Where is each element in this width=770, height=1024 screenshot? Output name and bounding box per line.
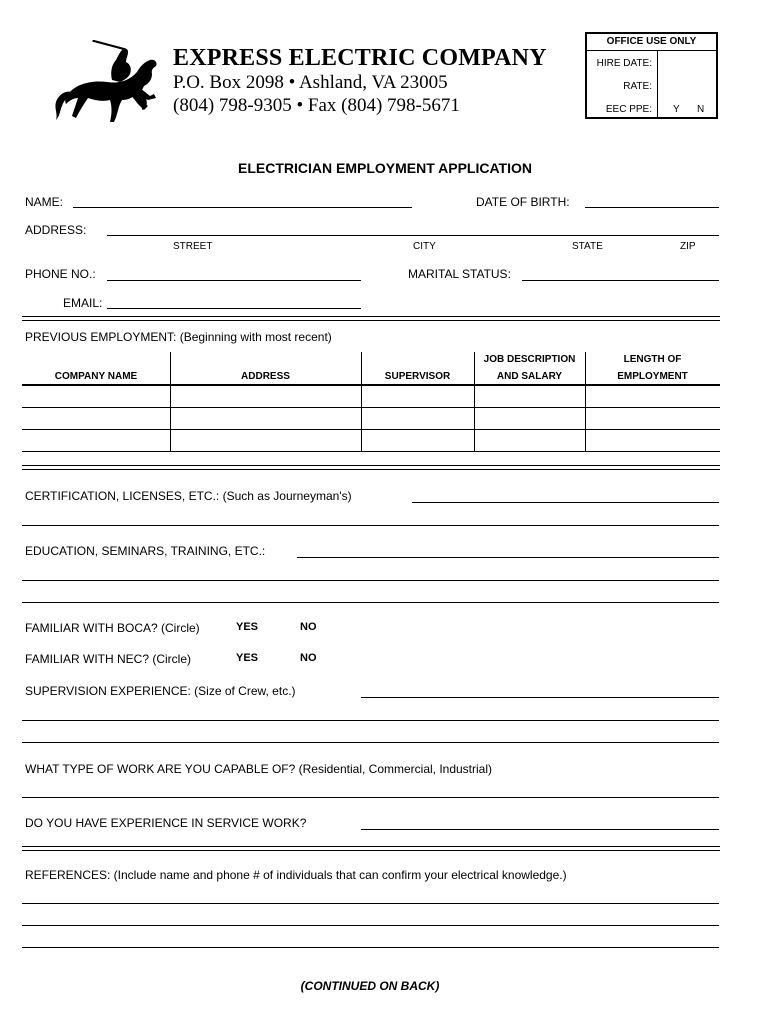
col-divider	[585, 352, 586, 452]
col-address: ADDRESS	[241, 371, 290, 382]
col-divider	[361, 352, 362, 452]
state-sublabel: STATE	[572, 241, 603, 252]
continued-on-back: (CONTINUED ON BACK)	[300, 979, 440, 993]
col-divider	[170, 352, 171, 452]
service-field[interactable]	[361, 829, 719, 830]
education-field-line3[interactable]	[22, 602, 719, 603]
marital-field[interactable]	[522, 280, 719, 281]
dob-field[interactable]	[585, 207, 719, 208]
boca-yes[interactable]: YES	[236, 621, 259, 633]
table-row[interactable]	[22, 429, 720, 430]
section-divider	[22, 465, 720, 470]
phone-field[interactable]	[107, 280, 361, 281]
company-address: P.O. Box 2098 • Ashland, VA 23005	[173, 72, 448, 93]
horse-rider-logo-icon	[52, 40, 164, 135]
table-row[interactable]	[22, 407, 720, 408]
email-label: EMAIL:	[63, 296, 103, 310]
phone-label: PHONE NO.:	[25, 267, 96, 281]
office-use-title: OFFICE USE ONLY	[587, 34, 716, 51]
employment-heading: PREVIOUS EMPLOYMENT: (Beginning with most recent)	[25, 330, 332, 344]
education-field[interactable]	[297, 557, 719, 558]
supervision-field[interactable]	[361, 697, 719, 698]
name-label: NAME:	[25, 195, 64, 209]
form-title: ELECTRICIAN EMPLOYMENT APPLICATION	[238, 160, 532, 176]
section-divider	[22, 846, 720, 851]
reference-line[interactable]	[22, 947, 719, 948]
email-field[interactable]	[107, 308, 361, 309]
marital-label: MARITAL STATUS:	[408, 267, 511, 281]
eec-ppe-yes[interactable]: Y	[673, 104, 680, 115]
supervision-field-line2[interactable]	[22, 720, 719, 721]
references-label: REFERENCES: (Include name and phone # of individuals that can confirm your electrical knowledge.)	[25, 868, 567, 882]
office-use-box	[585, 32, 718, 119]
col-job-description: JOB DESCRIPTION	[483, 354, 576, 365]
company-phones: (804) 798-9305 • Fax (804) 798-5671	[173, 95, 460, 116]
col-job-salary: AND SALARY	[496, 371, 563, 382]
service-label: DO YOU HAVE EXPERIENCE IN SERVICE WORK?	[25, 816, 307, 830]
supervision-label: SUPERVISION EXPERIENCE: (Size of Crew, etc.)	[25, 684, 296, 698]
nec-label: FAMILIAR WITH NEC? (Circle)	[25, 652, 192, 666]
cert-field[interactable]	[412, 502, 719, 503]
city-sublabel: CITY	[413, 241, 436, 252]
nec-no[interactable]: NO	[300, 652, 317, 664]
table-row[interactable]	[22, 451, 720, 452]
work-type-field[interactable]	[22, 797, 719, 798]
cert-label: CERTIFICATION, LICENSES, ETC.: (Such as Journeyman's)	[25, 489, 352, 503]
col-divider	[474, 352, 475, 452]
eec-ppe-no[interactable]: N	[697, 104, 705, 115]
work-type-label: WHAT TYPE OF WORK ARE YOU CAPABLE OF? (Residential, Commercial, Industrial)	[25, 762, 493, 776]
cert-field-line2[interactable]	[22, 525, 719, 526]
zip-sublabel: ZIP	[680, 241, 696, 252]
table-header-line	[22, 384, 720, 386]
address-label: ADDRESS:	[25, 223, 87, 237]
col-employment: EMPLOYMENT	[617, 371, 688, 382]
col-length: LENGTH OF	[623, 354, 682, 365]
col-supervisor: SUPERVISOR	[384, 371, 451, 382]
reference-line[interactable]	[22, 903, 719, 904]
name-field[interactable]	[73, 207, 412, 208]
supervision-field-line3[interactable]	[22, 742, 719, 743]
section-divider	[22, 316, 720, 321]
education-label: EDUCATION, SEMINARS, TRAINING, ETC.:	[25, 544, 266, 558]
col-company-name: COMPANY NAME	[54, 371, 138, 382]
eec-ppe-label: EEC PPE:	[605, 104, 652, 115]
nec-yes[interactable]: YES	[236, 652, 259, 664]
hire-date-label: HIRE DATE:	[596, 58, 652, 69]
education-field-line2[interactable]	[22, 580, 719, 581]
reference-line[interactable]	[22, 925, 719, 926]
address-field[interactable]	[107, 235, 719, 236]
boca-no[interactable]: NO	[300, 621, 317, 633]
dob-label: DATE OF BIRTH:	[476, 195, 570, 209]
rate-label: RATE:	[623, 81, 652, 92]
boca-label: FAMILIAR WITH BOCA? (Circle)	[25, 621, 200, 635]
street-sublabel: STREET	[173, 241, 213, 252]
company-name: EXPRESS ELECTRIC COMPANY	[173, 45, 547, 71]
